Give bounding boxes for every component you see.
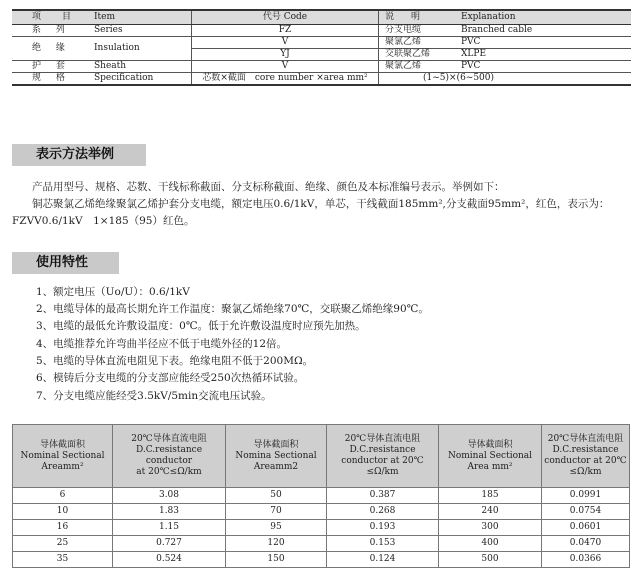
notation-line-1: 产品用型号、规格、芯数、干线标称截面、分支标称截面、绝缘、颜色及本标准编号表示。举例如下：: [32, 181, 505, 193]
header-explanation-en: Explanation: [461, 10, 631, 25]
usage-item-6: 6、模铸后分支电缆的分支部应能经受250次热循环试验。: [36, 372, 305, 384]
table-cell: 120: [226, 536, 327, 552]
table-cell: 300: [439, 520, 542, 536]
header-line: Areamm2: [253, 461, 299, 472]
header-explanation-zh: 说 明: [379, 10, 462, 25]
header-line: Nominal Sectional: [447, 450, 533, 461]
row-zh: 规 格: [12, 73, 94, 86]
table-cell: 6: [13, 488, 113, 504]
table-cell: 400: [439, 536, 542, 552]
code-table-header: [12, 10, 631, 25]
row-exp-zh: 分支电缆: [379, 25, 462, 37]
resistance-table-header: [13, 425, 630, 488]
usage-item-5: 5、电缆的导体直流电阻见下表。绝缘电阻不低于200MΩ。: [36, 355, 314, 367]
table-cell: 0.524: [113, 552, 226, 568]
table-cell: 0.124: [327, 552, 439, 568]
table-cell: 10: [13, 504, 113, 520]
header-item-en: Item: [94, 10, 192, 25]
header-line: 20℃导体直流电阻: [344, 434, 421, 444]
code-row-sheath: [12, 61, 631, 73]
row-en: Specification: [94, 73, 192, 86]
table-cell: 0.0366: [542, 552, 630, 568]
row-en: Series: [94, 25, 192, 37]
table-row: [13, 536, 630, 552]
row-zh: 护 套: [12, 61, 94, 73]
code-row-insulation-pvc: [12, 37, 631, 49]
row-en: Insulation: [94, 37, 192, 61]
row-exp-en: PVC: [461, 61, 631, 73]
header-line: at 20℃≤Ω/km: [136, 467, 202, 477]
header-item-zh: 项 目: [12, 10, 94, 25]
table-cell: 0.0470: [542, 536, 630, 552]
row-code: 芯数×截面 core number ×area mm²: [192, 73, 379, 86]
table-row: [13, 504, 630, 520]
section-title-usage: 使用特性: [12, 252, 119, 274]
header-area-3: [439, 425, 542, 488]
table-cell: 0.193: [327, 520, 439, 536]
header-area-1: [13, 425, 113, 488]
header-resistance-3: [542, 425, 630, 488]
table-cell: 0.0601: [542, 520, 630, 536]
code-row-series: [12, 25, 631, 37]
header-line: 导体截面积: [39, 439, 85, 450]
row-code: YJ: [192, 49, 379, 61]
table-cell: 70: [226, 504, 327, 520]
header-resistance-2: [327, 425, 439, 488]
table-cell: 185: [439, 488, 542, 504]
usage-item-7: 7、分支电缆应能经受3.5kV/5min交流电压试验。: [36, 390, 272, 402]
header-line: ≤Ω/km: [366, 467, 399, 477]
table-row: [13, 520, 630, 536]
header-code: 代号 Code: [192, 10, 379, 25]
table-cell: 150: [226, 552, 327, 568]
header-line: D.C.resistance: [349, 445, 416, 455]
header-line: 导体截面积: [253, 439, 299, 450]
table-cell: 0.0991: [542, 488, 630, 504]
section-title-notation: 表示方法举例: [12, 144, 146, 166]
table-cell: 50: [226, 488, 327, 504]
code-table: [12, 9, 631, 86]
row-exp-en: XLPE: [461, 49, 631, 61]
row-exp-zh: 交联聚乙烯: [379, 49, 462, 61]
row-code: V: [192, 61, 379, 73]
row-code: V: [192, 37, 379, 49]
table-cell: 25: [13, 536, 113, 552]
header-line: 导体截面积: [467, 439, 513, 450]
header-line: 20℃导体直流电阻: [547, 434, 624, 444]
notation-line-3: FZVV0.6/1kV 1×185（95）红色。: [12, 215, 195, 227]
table-cell: 35: [13, 552, 113, 568]
header-area-2: [226, 425, 327, 488]
header-line: conductor at 20℃: [544, 456, 627, 466]
notation-line-2: 铜芯聚氯乙烯绝缘聚氯乙烯护套分支电缆，额定电压0.6/1kV，单芯，干线截面185mm²,分支截面95mm²，红色，表示为：: [32, 198, 610, 210]
table-cell: 0.387: [327, 488, 439, 504]
table-cell: 240: [439, 504, 542, 520]
header-line: conductor: [145, 456, 193, 466]
row-exp-zh: 聚氯乙烯: [379, 37, 462, 49]
table-cell: 16: [13, 520, 113, 536]
table-row: [13, 488, 630, 504]
resistance-table: [12, 424, 630, 568]
table-cell: 3.08: [113, 488, 226, 504]
row-en: Sheath: [94, 61, 192, 73]
code-row-specification: [12, 73, 631, 86]
table-cell: 1.83: [113, 504, 226, 520]
table-cell: 0.0754: [542, 504, 630, 520]
header-line: Areamm²: [41, 461, 84, 472]
usage-item-4: 4、电缆推荐允许弯曲半径应不低于电缆外径的12倍。: [36, 338, 288, 350]
row-exp-zh: 聚氯乙烯: [379, 61, 462, 73]
header-resistance-1: [113, 425, 226, 488]
header-line: D.C.resistance: [135, 445, 203, 455]
table-cell: 1.15: [113, 520, 226, 536]
table-cell: 500: [439, 552, 542, 568]
table-cell: 0.727: [113, 536, 226, 552]
usage-item-2: 2、电缆导体的最高长期允许工作温度：聚氯乙烯绝缘70℃，交联聚乙烯绝缘90℃。: [36, 303, 429, 315]
header-line: 20℃导体直流电阻: [131, 434, 207, 444]
row-code: FZ: [192, 25, 379, 37]
header-line: ≤Ω/km: [569, 467, 602, 477]
header-line: Nominal Sectional: [20, 450, 105, 461]
header-line: conductor at 20℃: [341, 456, 424, 466]
table-cell: 0.153: [327, 536, 439, 552]
row-exp-zh: (1~5)×(6~500): [379, 73, 632, 86]
row-zh: 系 列: [12, 25, 94, 37]
usage-item-1: 1、额定电压（Uo/U）：0.6/1kV: [36, 286, 190, 298]
table-cell: 95: [226, 520, 327, 536]
row-exp-en: Branched cable: [461, 25, 631, 37]
row-exp-en: PVC: [461, 37, 631, 49]
header-line: Area mm²: [467, 461, 513, 472]
usage-item-3: 3、电缆的最低允许敷设温度：0℃。低于允许敷设温度时应预先加热。: [36, 320, 366, 332]
header-line: Nomina Sectional: [235, 450, 317, 461]
header-line: D.C.resistance: [552, 445, 619, 455]
table-cell: 0.268: [327, 504, 439, 520]
row-zh: 绝 缘: [12, 37, 94, 61]
table-row: [13, 552, 630, 568]
